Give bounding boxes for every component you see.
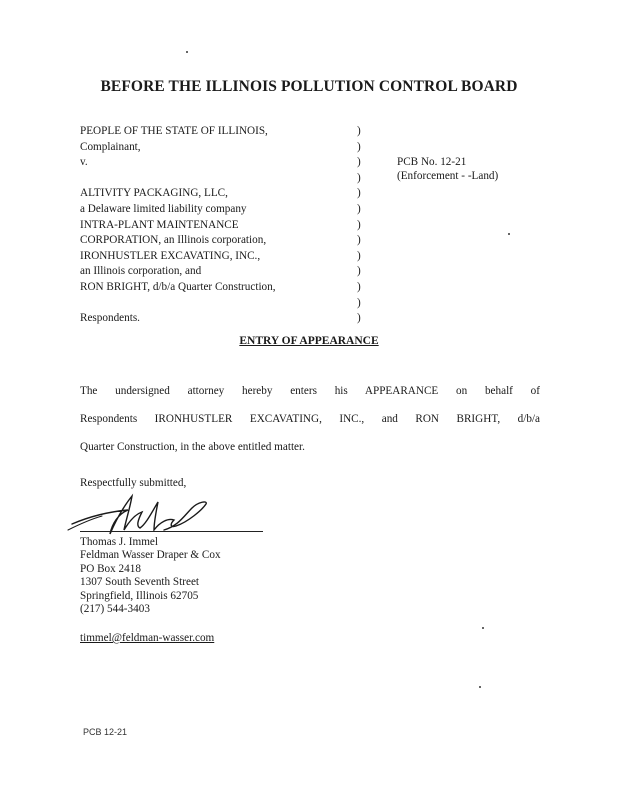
signer-name: Thomas J. Immel: [80, 536, 158, 548]
closing-text: Respectfully submitted,: [80, 477, 187, 489]
signer-city: Springfield, Illinois 62705: [80, 589, 199, 602]
paren: ): [357, 171, 361, 184]
caption-parentheses: [357, 124, 367, 327]
caption-line-respondent-1-desc: a Delaware limited liability company: [80, 202, 247, 215]
paren: ): [357, 312, 361, 325]
body-paragraph: [80, 377, 540, 461]
caption-line-respondent-3: IRONHUSTLER EXCAVATING, INC.,: [80, 249, 261, 262]
signer-street: 1307 South Seventh Street: [80, 576, 200, 589]
paren: ): [357, 125, 361, 137]
paren: ): [357, 140, 361, 153]
caption-line-plaintiff: PEOPLE OF THE STATE OF ILLINOIS,: [80, 125, 268, 137]
case-type: (Enforcement - -Land): [397, 170, 499, 182]
scan-speck: [479, 686, 481, 688]
case-number: PCB No. 12-21: [397, 156, 467, 168]
signer-po-box: PO Box 2418: [80, 562, 141, 575]
signer-firm: Feldman Wasser Draper & Cox: [80, 549, 221, 562]
paren: ): [357, 280, 361, 293]
paren: ): [357, 156, 361, 169]
scan-speck: [482, 627, 484, 629]
paren: ): [357, 265, 361, 278]
signer-email-link[interactable]: timmel@feldman-wasser.com: [80, 632, 215, 644]
paren: ): [357, 218, 361, 231]
document-title: BEFORE THE ILLINOIS POLLUTION CONTROL BOARD: [100, 78, 518, 95]
section-heading-text: ENTRY OF APPEARANCE: [239, 335, 379, 347]
caption-line-respondent-2-desc: CORPORATION, an Illinois corporation,: [80, 234, 267, 247]
body-line: Quarter Construction, in the above entitled matter.: [80, 441, 305, 453]
paren: ): [357, 296, 361, 309]
paren: ): [357, 202, 361, 215]
paren: ): [357, 249, 361, 262]
scan-speck: [508, 233, 510, 235]
case-caption: [80, 124, 365, 327]
signer-address-block: [80, 536, 221, 616]
body-line: The undersigned attorney hereby enters his APPEARANCE on behalf of: [80, 385, 540, 397]
caption-line-versus: v.: [80, 156, 88, 169]
signer-phone: (217) 544-3403: [80, 603, 150, 616]
paren: ): [357, 187, 361, 200]
signature-line: [80, 531, 263, 532]
scan-speck: [186, 51, 188, 53]
body-line: Respondents IRONHUSTLER EXCAVATING, INC., and RON BRIGHT, d/b/a: [80, 413, 540, 425]
caption-line-complainant: Complainant,: [80, 140, 141, 153]
case-info: [397, 155, 498, 183]
caption-line-respondent-2: INTRA-PLANT MAINTENANCE: [80, 218, 239, 231]
paren: ): [357, 234, 361, 247]
section-heading: [0, 335, 618, 347]
caption-line-respondent-4: RON BRIGHT, d/b/a Quarter Construction,: [80, 280, 276, 293]
caption-line-respondents: Respondents.: [80, 312, 140, 325]
page-footer: PCB 12-21: [83, 727, 128, 737]
caption-line-respondent-3-desc: an Illinois corporation, and: [80, 265, 202, 278]
caption-line-respondent-1: ALTIVITY PACKAGING, LLC,: [80, 187, 228, 200]
